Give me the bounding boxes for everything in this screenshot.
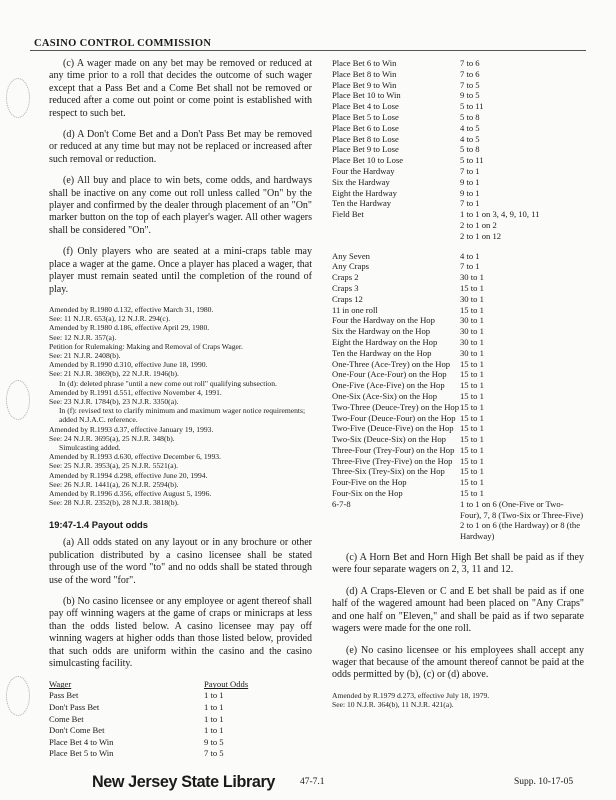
odds-cell (460, 209, 584, 241)
odds-line: 1 to 1 on 6 (One-Five or Two-Four), 7, 8 (Two-Six or Three-Five) (460, 498, 584, 520)
history-line: See: 28 N.J.R. 2352(b), 28 N.J.R. 3818(b). (49, 498, 179, 508)
odds-cell: 7 to 5 (204, 748, 224, 759)
field-bet-row (332, 209, 584, 241)
odds-header: Payout Odds (204, 679, 249, 690)
odds-row (332, 466, 584, 477)
wager-cell: Any Seven (332, 250, 370, 261)
paragraph-f: (f) Only players who are seated at a mini-craps table may place a wager at the game. Once a player has placed a wager, that player must remain seated until the completion of the round of play. (49, 246, 312, 295)
odds-row (332, 359, 584, 370)
odds-row (332, 294, 584, 305)
odds-row (332, 134, 584, 145)
odds-cell: 5 to 11 (460, 101, 484, 112)
odds-cell: 7 to 6 (460, 68, 480, 79)
wager-cell: Place Bet 6 to Win (332, 58, 397, 68)
odds-row (332, 166, 584, 177)
history-line: See: 12 N.J.R. 357(a). (49, 332, 117, 342)
odds-row (332, 58, 584, 69)
wager-cell: Craps 2 (332, 272, 359, 283)
odds-cell: 1 to 1 (204, 702, 224, 713)
odds-row (49, 714, 312, 726)
odds-row (332, 380, 584, 391)
odds-cell: 15 to 1 (460, 434, 484, 445)
paragraph-e: (e) All buy and place to win bets, come odds, and hardways shall be inactive on any come out roll unless called "On" by the player and confirmed by the dealer through placement of an "On" marker button on the top of each player's wager. All other wagers shall be considered "On". (49, 175, 312, 236)
wager-cell: Place Bet 8 to Lose (332, 133, 399, 144)
odds-row (332, 477, 584, 488)
history-note: Simulcasting added. (59, 442, 121, 452)
odds-row (332, 337, 584, 348)
wager-cell: Place Bet 6 to Lose (332, 122, 399, 133)
wager-cell: Place Bet 9 to Win (332, 79, 397, 90)
wager-cell: Place Bet 10 to Lose (332, 155, 404, 166)
odds-row (49, 737, 312, 749)
paragraph-c-right: (c) A Horn Bet and Horn High Bet shall be paid as if they were four separate wagers on 2, 3, 11 and 12. (332, 552, 584, 576)
history-line: See: 21 N.J.R. 2408(b). (49, 350, 121, 360)
odds-cell: 30 to 1 (460, 293, 484, 304)
odds-row (332, 123, 584, 134)
odds-row (332, 488, 584, 499)
history-line: Amended by R.1979 d.273, effective July 18, 1979. (332, 690, 490, 700)
odds-cell: 15 to 1 (460, 282, 484, 293)
odds-row (332, 101, 584, 112)
history-line: Amended by R.1990 d.310, effective June 18, 1990. (49, 360, 208, 370)
odds-row (332, 155, 584, 166)
odds-cell: 4 to 5 (460, 122, 480, 133)
wager-cell: Come Bet (49, 713, 84, 724)
odds-line: 1 to 1 on 3, 4, 9, 10, 11 (460, 209, 540, 220)
wager-cell: Place Bet 9 to Lose (332, 144, 399, 155)
history-line: See: 24 N.J.R. 3695(a), 25 N.J.R. 348(b). (49, 433, 175, 443)
wager-cell: Place Bet 10 to Win (332, 90, 401, 101)
odds-cell: 15 to 1 (460, 412, 484, 423)
paragraph-d: (d) A Don't Come Bet and a Don't Pass Bet may be removed or reduced at any time but may not be replaced or increased after such removal or reduction. (49, 129, 312, 165)
wager-cell: Four-Five on the Hop (332, 477, 407, 488)
odds-cell: 9 to 5 (204, 736, 224, 747)
odds-cell: 9 to 1 (460, 187, 480, 198)
wager-cell: Three-Six (Trey-Six) on the Hop (332, 466, 445, 477)
section-title: 19:47-1.4 Payout odds (49, 519, 148, 531)
history-line: See: 25 N.J.R. 3953(a), 25 N.J.R. 5521(a). (49, 461, 179, 471)
odds-row (332, 423, 584, 434)
odds-row (332, 369, 584, 380)
paragraph-a: (a) All odds stated on any layout or in any brochure or other publication distributed by a casino licensee shall be stated through use of the word "to" and no odds shall be stated through use of the word "for". (49, 537, 312, 586)
odds-cell: 1 to 1 (204, 713, 224, 724)
odds-row (332, 456, 584, 467)
odds-row (332, 90, 584, 101)
wager-cell: Craps 12 (332, 293, 363, 304)
odds-cell: 1 to 1 (204, 690, 224, 701)
wager-cell: Eight the Hardway on the Hop (332, 336, 438, 347)
history-line: See: 23 N.J.R. 1784(b), 23 N.J.R. 3350(a). (49, 396, 179, 406)
odds-cell: 7 to 1 (460, 165, 480, 176)
paragraph-e-right: (e) No casino licensee or his employees shall accept any wager that because of the amount thereof cannot be paid at the odds permitted by (b), (c) or (d) above. (332, 644, 584, 681)
odds-cell: 15 to 1 (460, 455, 484, 466)
wager-cell: Four the Hardway on the Hop (332, 315, 435, 326)
wager-cell: One-Four (Ace-Four) on the Hop (332, 369, 447, 380)
history-line: Petition for Rulemaking: Making and Removal of Craps Wager. (49, 341, 243, 351)
odds-cell: 7 to 6 (460, 58, 480, 68)
odds-cell: 15 to 1 (460, 477, 484, 488)
wager-cell: Two-Six (Deuce-Six) on the Hop (332, 434, 446, 445)
odds-row (49, 690, 312, 702)
left-column (49, 58, 312, 760)
wager-cell: Two-Four (Deuce-Four) on the Hop (332, 412, 456, 423)
wager-cell: Six the Hardway on the Hop (332, 326, 431, 337)
amendment-history (49, 305, 312, 507)
wager-cell: Three-Four (Trey-Four) on the Hop (332, 444, 455, 455)
six-seven-eight-row (332, 499, 584, 542)
binder-hole (6, 78, 30, 118)
odds-cell: 30 to 1 (460, 336, 484, 347)
odds-cell (460, 499, 584, 542)
odds-line: 2 to 1 on 12 (460, 230, 502, 241)
history-note: In (d): deleted phrase "until a new come out roll" qualifying subsection. (59, 378, 277, 388)
odds-row (332, 434, 584, 445)
odds-line: 2 to 1 on 6 (the Hardway) or 8 (the Hardway) (460, 520, 581, 542)
history-line: See: 11 N.J.R. 653(a), 12 N.J.R. 294(c). (49, 314, 171, 324)
odds-cell: 15 to 1 (460, 369, 484, 380)
odds-row (49, 725, 312, 737)
wager-cell: One-Three (Ace-Trey) on the Hop (332, 358, 451, 369)
wager-cell: Craps 3 (332, 282, 359, 293)
odds-cell: 15 to 1 (460, 444, 484, 455)
binder-hole (6, 380, 30, 420)
library-stamp: New Jersey State Library (92, 772, 275, 791)
wager-header: Wager (49, 679, 72, 690)
odds-cell: 15 to 1 (460, 358, 484, 369)
right-column (332, 58, 584, 709)
paragraph-d-right: (d) A Craps-Eleven or C and E bet shall be paid as if one half of the wagered amount had been placed on "Any Craps" and one half on "Eleven," and shall be paid as if two separate wagers were made for the one roll. (332, 585, 584, 635)
wager-cell: Field Bet (332, 209, 364, 220)
odds-row (332, 251, 584, 262)
odds-row (332, 80, 584, 91)
odds-cell: 9 to 1 (460, 176, 480, 187)
wager-cell: Place Bet 8 to Win (332, 68, 397, 79)
history-line: Amended by R.1991 d.551, effective November 4, 1991. (49, 387, 222, 397)
history-line: Amended by R.1993 d.37, effective January 19, 1993. (49, 424, 214, 434)
odds-cell: 5 to 11 (460, 155, 484, 166)
odds-row (332, 144, 584, 155)
wager-cell: Pass Bet (49, 690, 79, 701)
odds-row (332, 402, 584, 413)
paragraph-b: (b) No casino licensee or any employee or agent thereof shall pay off winning wagers at the game of craps or minicraps at less than the odds listed below. A casino licensee may pay off winning wagers at higher odds than those listed below, provided that such odds are uniform within the casino and the casino simulcasting facility. (49, 596, 312, 670)
odds-cell: 15 to 1 (460, 488, 484, 499)
odds-row (332, 283, 584, 294)
history-line: Amended by R.1980 d.132, effective March 31, 1980. (49, 304, 214, 314)
history-line: Amended by R.1993 d.630, effective December 6, 1993. (49, 452, 221, 462)
wager-cell: Place Bet 5 to Lose (332, 111, 399, 122)
odds-row (332, 305, 584, 316)
odds-table-proposition (332, 251, 584, 499)
odds-cell: 5 to 8 (460, 144, 480, 155)
odds-cell: 30 to 1 (460, 347, 484, 358)
wager-cell: Two-Five (Deuce-Five) on the Hop (332, 423, 454, 434)
header-rule (30, 50, 586, 51)
odds-cell: 1 to 1 (204, 725, 224, 736)
odds-row (332, 445, 584, 456)
wager-cell: One-Five (Ace-Five) on the Hop (332, 380, 445, 391)
wager-cell: Place Bet 5 to Win (49, 748, 114, 759)
wager-cell: Ten the Hardway on the Hop (332, 347, 432, 358)
odds-table-header (49, 679, 312, 690)
history-line: See: 21 N.J.R. 3869(b), 22 N.J.R. 1946(b). (49, 369, 179, 379)
history-note: In (f): revised text to clarify minimum and maximum wager notice requirements; added N.J.A.C. reference. (59, 406, 306, 425)
odds-cell: 15 to 1 (460, 380, 484, 391)
wager-cell: Four-Six on the Hop (332, 488, 403, 499)
wager-cell: Place Bet 4 to Win (49, 736, 114, 747)
history-line: Amended by R.1996 d.356, effective August 5, 1996. (49, 488, 212, 498)
wager-cell: Four the Hardway (332, 165, 395, 176)
page-header: CASINO CONTROL COMMISSION (34, 38, 212, 49)
wager-cell: Six the Hardway (332, 176, 390, 187)
wager-cell: Place Bet 4 to Lose (332, 101, 399, 112)
odds-cell: 15 to 1 (460, 401, 484, 412)
wager-cell: Don't Pass Bet (49, 702, 100, 713)
odds-row (332, 112, 584, 123)
odds-row (332, 188, 584, 199)
odds-row (332, 413, 584, 424)
odds-row (332, 348, 584, 359)
wager-cell: Any Craps (332, 261, 369, 272)
supplement-date: Supp. 10-17-05 (514, 777, 574, 787)
wager-cell: Three-Five (Trey-Five) on the Hop (332, 455, 453, 466)
amendment-history-right (332, 691, 584, 709)
history-line: See: 10 N.J.R. 364(b), 11 N.J.R. 421(a). (332, 699, 454, 709)
odds-row (332, 326, 584, 337)
wager-cell: 6-7-8 (332, 498, 351, 509)
odds-cell: 7 to 1 (460, 198, 480, 209)
wager-cell: Don't Come Bet (49, 725, 105, 736)
odds-row (332, 391, 584, 402)
odds-row (332, 69, 584, 80)
wager-cell: Eight the Hardway (332, 187, 397, 198)
odds-cell: 30 to 1 (460, 272, 484, 283)
odds-cell: 9 to 5 (460, 90, 480, 101)
odds-cell: 15 to 1 (460, 466, 484, 477)
odds-cell: 15 to 1 (460, 423, 484, 434)
odds-cell: 7 to 5 (460, 79, 480, 90)
wager-cell: Ten the Hardway (332, 198, 392, 209)
odds-row (49, 748, 312, 760)
history-line: Amended by R.1994 d.298, effective June 20, 1994. (49, 470, 208, 480)
odds-cell: 15 to 1 (460, 390, 484, 401)
history-line: See: 26 N.J.R. 1441(a), 26 N.J.R. 2594(b). (49, 479, 179, 489)
odds-cell: 5 to 8 (460, 111, 480, 122)
odds-row (332, 177, 584, 188)
odds-row (332, 272, 584, 283)
history-line: Amended by R.1980 d.186, effective April 29, 1980. (49, 323, 210, 333)
odds-cell: 15 to 1 (460, 304, 484, 315)
odds-cell: 4 to 5 (460, 133, 480, 144)
odds-line: 2 to 1 on 2 (460, 219, 497, 230)
wager-cell: Two-Three (Deuce-Trey) on the Hop (332, 401, 459, 412)
paragraph-c: (c) A wager made on any bet may be removed or reduced at any time prior to a roll that decides the outcome of such wager except that a Pass Bet and a Come Bet shall not be removed or reduced after a come out point or come point is established with respect to such bet. (49, 58, 312, 119)
odds-cell: 30 to 1 (460, 315, 484, 326)
odds-row (332, 198, 584, 209)
odds-row (332, 315, 584, 326)
wager-cell: One-Six (Ace-Six) on the Hop (332, 390, 438, 401)
wager-cell: 11 in one roll (332, 304, 378, 315)
binder-hole (6, 676, 30, 716)
page-number: 47-7.1 (300, 777, 325, 787)
odds-table-continued (332, 58, 584, 209)
odds-cell: 4 to 1 (460, 250, 480, 261)
odds-cell: 30 to 1 (460, 326, 484, 337)
odds-row (49, 702, 312, 714)
odds-row (332, 261, 584, 272)
odds-cell: 7 to 1 (460, 261, 480, 272)
